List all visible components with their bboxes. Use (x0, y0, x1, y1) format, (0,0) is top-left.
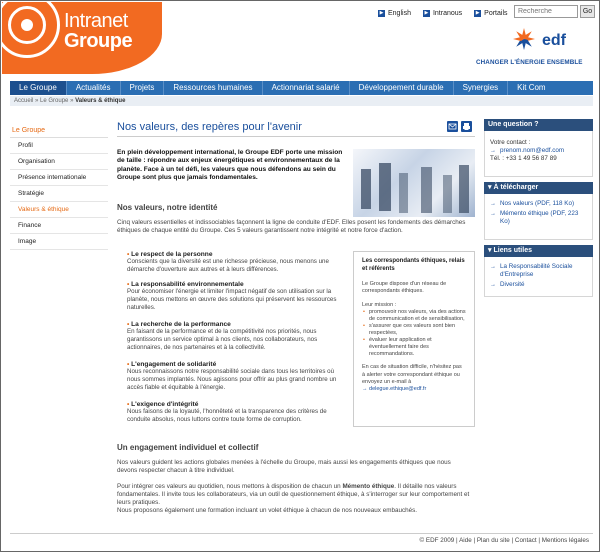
breadcrumb-home[interactable]: Accueil (14, 98, 34, 104)
intro-text: En plein développement international, le Groupe EDF porte une mission de taille : répondre aux enjeux énergétiques et environnementaux de la planète. Face à un tel défi, les valeurs que nous défendons au sein du Groupe sont plus que jamais fondamentales. (117, 149, 343, 181)
links-box (484, 257, 593, 297)
section-heading-identite: Nos valeurs, notre identité (117, 203, 218, 212)
header (2, 2, 600, 78)
email-page-icon[interactable] (447, 121, 458, 132)
main-nav (10, 81, 593, 95)
contact-phone: Tél. : +33 1 49 56 87 89 (490, 155, 557, 162)
arrow-icon: → (490, 211, 496, 217)
edf-brand-text: edf (542, 32, 566, 49)
left-nav-item-strategie[interactable]: Stratégie (10, 186, 108, 202)
contact-label: Votre contact : (490, 139, 531, 146)
top-link-label: Portails (484, 9, 508, 17)
breadcrumb (10, 96, 593, 106)
arrow-square-icon: ▶ (379, 9, 384, 16)
footer (10, 533, 593, 546)
value-item (127, 251, 339, 274)
arrow-icon: → (362, 386, 370, 393)
nav-le-groupe[interactable]: Le Groupe (10, 81, 67, 95)
page-title: Nos valeurs, des repères pour l'avenir (117, 121, 302, 133)
value-text: Pour économiser l'énergie et limiter l'impact négatif de son utilisation sur la planète, nous mettons en œuvre des solutions qui préservent les ressources naturelles. (127, 288, 337, 311)
download-link-text: Nos valeurs (PDF, 118 Ko) (500, 200, 575, 207)
value-title (127, 251, 339, 258)
download-title-text: À télécharger (493, 184, 539, 191)
download-link-valeurs[interactable] (490, 200, 587, 208)
arrow-icon: → (490, 282, 496, 288)
contact-email-link[interactable] (490, 147, 587, 155)
value-title-text: L'engagement de solidarité (131, 361, 217, 368)
left-nav-item-organisation[interactable]: Organisation (10, 154, 108, 170)
top-links (378, 7, 508, 19)
breadcrumb-separator: » (70, 98, 76, 104)
arrow-square-icon: ▶ (424, 9, 429, 16)
top-link-portails[interactable] (474, 10, 507, 17)
arrow-icon: → (490, 148, 496, 154)
top-link-intranous[interactable] (423, 10, 462, 17)
left-nav-item-profil[interactable]: Profil (10, 138, 108, 154)
download-box-title (484, 182, 593, 194)
title-divider (117, 136, 475, 137)
bullet-icon: • (127, 321, 132, 328)
nav-actualites[interactable]: Actualités (67, 81, 121, 95)
section-text-engagement-2 (117, 483, 475, 508)
logo-dot-icon (21, 19, 33, 31)
value-item (127, 361, 339, 391)
question-box-title: Une question ? (484, 119, 593, 131)
sidebox-mission-item: • promouvoir nos valeurs, via des actions de communication et de sensibilisation, (362, 309, 466, 323)
ethics-correspondents-box (353, 251, 475, 427)
value-title (127, 401, 339, 408)
nav-synergies[interactable]: Synergies (454, 81, 509, 95)
breadcrumb-separator: » (35, 98, 41, 104)
bullet-icon: • (127, 251, 132, 258)
footer-separator: | (511, 537, 515, 544)
value-title (127, 281, 339, 288)
bullet-icon: • (127, 281, 132, 288)
download-link-memento[interactable] (490, 210, 587, 226)
sidebox-mission-item: • évaluer leur application et éventuellement faire des recommandations. (362, 337, 466, 358)
section-text-engagement-3: Nous proposons également une formation incluant un volet éthique à chacun de nos nouveaux embauchés. (117, 507, 418, 514)
footer-separator: | (538, 537, 542, 544)
footer-copyright: © EDF 2009 (419, 537, 455, 544)
search-input[interactable] (514, 5, 578, 18)
para-text: . Il détaille nos valeurs fondamentales. Il invite tous les collaborateurs, via un outil de questionnement éthique, à s'interroger sur leur comportement et leurs pratiques. (117, 483, 470, 507)
top-link-label: Intranous (432, 9, 463, 17)
value-title (127, 321, 339, 328)
section-heading-engagement: Un engagement individuel et collectif (117, 443, 259, 452)
value-title-text: L'exigence d'intégrité (131, 401, 199, 408)
right-column (484, 119, 593, 297)
useful-link-text: La Responsabilité Sociale d'Entreprise (500, 263, 573, 278)
section-text-identite: Cinq valeurs essentielles et indissociables façonnent la ligne de conduite d'EDF. Elles posent les fondements des démarches éthiques de chaque entité du Groupe. Ces 5 valeurs garantissent notre intégrité et notre force d'action. (117, 219, 466, 235)
value-text: Conscients que la diversité est une richesse précieuse, nous menons une démarche d'ouverture aux autres et à leurs différences. (127, 258, 329, 273)
useful-link-text: Diversité (500, 281, 525, 288)
triangle-icon: ▾ (488, 247, 494, 254)
value-title (127, 361, 339, 368)
main-content (117, 119, 475, 514)
memento-link[interactable]: Mémento éthique (342, 483, 395, 490)
value-item (127, 321, 339, 351)
sidebox-email-text: delegue.ethique@edf.fr (369, 386, 427, 393)
footer-link-aide[interactable]: Aide (459, 537, 472, 544)
para-text: Pour intégrer ces valeurs au quotidien, nous mettons à disposition de chacun un (117, 483, 343, 490)
value-text: Nous reconnaissons notre responsabilité sociale dans tous les territoires où nous sommes implantés. Nous agissons pour offrir au plus grand nombre un accès fiable et équitable à l'énergie. (127, 368, 337, 391)
section-text-engagement-1: Nos valeurs guident les actions globales menées à l'échelle du Groupe, mais aussi les engagements éthiques que nous devons respecter chacun à titre individuel. (117, 459, 451, 475)
left-nav-item-valeurs[interactable]: Valeurs & éthique (10, 202, 108, 218)
nav-ressources-humaines[interactable]: Ressources humaines (164, 81, 262, 95)
value-item (127, 281, 339, 311)
value-title-text: La responsabilité environnementale (131, 281, 244, 288)
footer-link-plan[interactable]: Plan du site (476, 537, 510, 544)
logo-text-intranet: Intranet (64, 10, 128, 32)
footer-separator: | (456, 537, 460, 544)
people-photo (353, 149, 475, 217)
left-nav-item-presence[interactable]: Présence internationale (10, 170, 108, 186)
nav-actionnariat[interactable]: Actionnariat salarié (263, 81, 350, 95)
bullet-icon: • (127, 361, 132, 368)
value-text: En faisant de la performance et de la compétitivité nos priorités, nous garantissons un service optimal à nos clients, nos collaborateurs, nos actionnaires, de nos partenaires et à la collectivité. (127, 328, 318, 351)
left-nav (10, 123, 108, 250)
nav-developpement-durable[interactable]: Développement durable (350, 81, 454, 95)
triangle-icon: ▾ (488, 184, 494, 191)
sidebox-text: Le Groupe dispose d'un réseau de correspondants éthiques. (362, 281, 447, 295)
footer-link-contact[interactable]: Contact (514, 537, 537, 544)
arrow-square-icon: ▶ (475, 9, 480, 16)
print-page-icon[interactable] (461, 121, 472, 132)
arrow-icon: → (490, 264, 496, 270)
value-title-text: La recherche de la performance (131, 321, 231, 328)
bullet-icon: • (127, 401, 132, 408)
edf-tagline: CHANGER L'ÉNERGIE ENSEMBLE (476, 59, 583, 66)
sidebox-email-link[interactable] (362, 386, 466, 393)
sidebox-mission-label: Leur mission : (362, 301, 397, 308)
contact-email-text: prenom.nom@edf.com (500, 147, 565, 154)
nav-kit-com[interactable]: Kit Com (517, 83, 546, 92)
breadcrumb-le-groupe[interactable]: Le Groupe (40, 98, 69, 104)
question-box (484, 131, 593, 177)
logo-text-groupe: Groupe (64, 30, 133, 52)
download-box (484, 194, 593, 240)
value-title-text: Le respect de la personne (131, 251, 213, 258)
arrow-icon: → (490, 201, 496, 207)
sidebox-mission-item: • s'assurer que ces valeurs sont bien respectées, (362, 323, 466, 337)
intranet-logo[interactable] (2, 2, 162, 74)
download-link-text: Mémento éthique (PDF, 223 Ko) (500, 210, 579, 225)
useful-link-diversite[interactable] (490, 281, 587, 289)
value-text: Nous faisons de la loyauté, l'honnêteté et la transparence des critères de conduite absolus, nous luttons contre toute forme de corruption. (127, 408, 327, 423)
search-go-button[interactable]: Go (580, 5, 595, 18)
links-title-text: Liens utiles (493, 247, 532, 254)
top-link-label: English (388, 9, 411, 17)
footer-link-mentions[interactable]: Mentions légales (541, 537, 589, 544)
nav-projets[interactable]: Projets (121, 81, 165, 95)
useful-link-rse[interactable] (490, 263, 587, 279)
footer-separator: | (473, 537, 477, 544)
links-box-title (484, 245, 593, 257)
sidebox-alert-text: En cas de situation difficile, n'hésitez pas à alerter votre correspondant éthique ou envoyez un e-mail à (362, 364, 462, 385)
left-nav-heading[interactable]: Le Groupe (10, 123, 108, 138)
value-item (127, 401, 339, 424)
left-nav-item-image[interactable]: Image (10, 234, 108, 250)
breadcrumb-current: Valeurs & éthique (75, 98, 126, 104)
left-nav-item-finance[interactable]: Finance (10, 218, 108, 234)
top-link-english[interactable] (378, 10, 411, 17)
sidebox-title: Les correspondants éthiques, relais et référents (362, 258, 465, 272)
